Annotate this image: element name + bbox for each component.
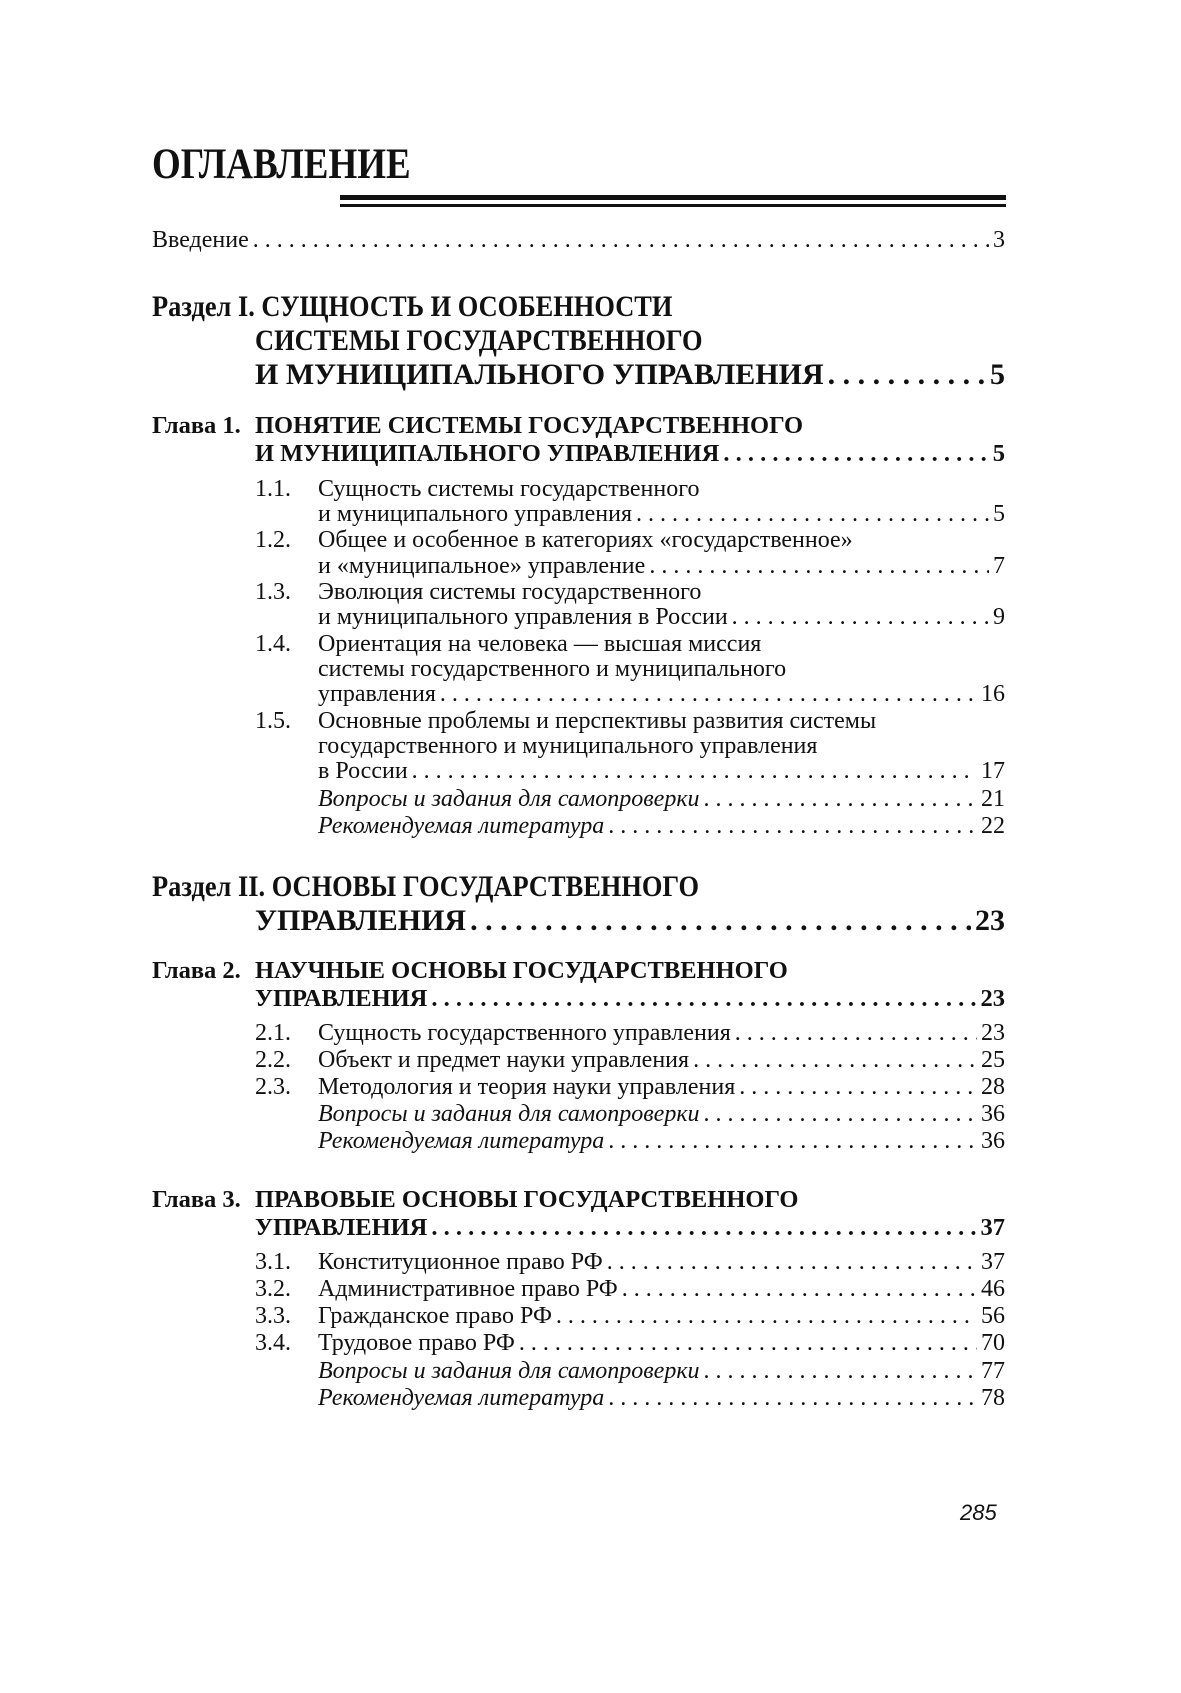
toc-entry-label: Вопросы и задания для самопроверки [318,1358,700,1384]
toc-entry-section1[interactable] [255,358,1005,392]
chapter1-title-line1[interactable]: ПОНЯТИЕ СИСТЕМЫ ГОСУДАРСТВЕННОГО [255,412,804,439]
item-number: 2.2. [255,1047,291,1073]
chapter3-prefix: Глава 3. [152,1186,241,1213]
leader-dots [704,1358,977,1385]
leader-dots [440,681,977,708]
item-title-line[interactable]: Сущность системы государственного [318,476,700,502]
toc-entry-chapter1[interactable] [255,440,1005,468]
toc-entry-ch1-questions[interactable] [318,786,1005,813]
toc-entry-label: Рекомендуемая литература [318,1128,605,1154]
toc-entry-label: и муниципального управления в России [318,604,728,630]
toc-entry-page: 36 [981,1128,1005,1154]
toc-entry-page: 16 [981,681,1005,707]
toc-entry-page: 37 [980,1214,1005,1241]
leader-dots [412,758,977,785]
leader-dots [693,1047,977,1074]
leader-dots [431,1214,976,1242]
toc-entry-label: Рекомендуемая литература [318,1385,605,1411]
leader-dots [519,1330,977,1357]
toc-entry-1-5[interactable] [318,758,1005,785]
toc-entry-label: в России [318,758,408,784]
toc-entry-label: Сущность государственного управления [318,1020,731,1046]
leader-dots [608,1385,977,1412]
item-title-line[interactable]: Общее и особенное в категориях «государственное» [318,527,853,553]
toc-entry-label: И МУНИЦИПАЛЬНОГО УПРАВЛЕНИЯ [255,358,824,391]
toc-entry-label: УПРАВЛЕНИЯ [255,904,467,937]
toc-entry-page: 28 [981,1074,1005,1100]
leader-dots [723,440,988,468]
section1-heading-line2: СИСТЕМЫ ГОСУДАРСТВЕННОГО [255,324,703,357]
leader-dots [607,1249,977,1276]
item-number: 1.3. [255,579,291,605]
toc-entry-ch1-literature[interactable] [318,813,1005,840]
toc-entry-label: Административное право РФ [318,1276,618,1302]
toc-entry-ch3-literature[interactable] [318,1385,1005,1412]
chapter1-prefix: Глава 1. [152,412,241,439]
leader-dots [431,985,976,1013]
item-number: 1.4. [255,631,291,657]
leader-dots [556,1303,977,1330]
item-number: 3.4. [255,1330,291,1356]
toc-entry-page: 22 [981,813,1005,839]
toc-entry-page: 23 [980,985,1005,1012]
toc-entry-1-3[interactable] [318,604,1005,631]
toc-entry-label: Конституционное право РФ [318,1249,603,1275]
toc-entry-page: 37 [981,1249,1005,1275]
toc-entry-label: Гражданское право РФ [318,1303,552,1329]
toc-entry-label: УПРАВЛЕНИЯ [255,985,428,1012]
leader-dots [739,1074,977,1101]
toc-entry-ch2-questions[interactable] [318,1101,1005,1128]
item-title-line[interactable]: Эволюция системы государственного [318,579,702,605]
toc-entry-label: и муниципального управления [318,501,632,527]
toc-entry-label: Объект и предмет науки управления [318,1047,690,1073]
toc-entry-page: 21 [981,786,1005,812]
toc-entry-section2[interactable] [255,904,1005,938]
item-title-line[interactable]: Ориентация на человека — высшая миссия [318,631,762,657]
toc-entry-label: Вопросы и задания для самопроверки [318,1101,700,1127]
toc-entry-page: 7 [993,553,1005,579]
item-number: 3.2. [255,1276,291,1302]
toc-entry-chapter3[interactable] [255,1214,1005,1242]
toc-entry-label: Введение [152,227,249,253]
leader-dots [828,358,986,392]
toc-entry-page: 5 [990,358,1005,391]
toc-entry-3-3[interactable] [318,1303,1005,1330]
item-number: 3.3. [255,1303,291,1329]
chapter2-title-line1[interactable]: НАУЧНЫЕ ОСНОВЫ ГОСУДАРСТВЕННОГО [255,957,788,984]
toc-entry-intro[interactable] [152,227,1005,254]
leader-dots [636,501,989,528]
toc-entry-page: 46 [981,1276,1005,1302]
leader-dots [622,1276,977,1303]
toc-entry-ch2-literature[interactable] [318,1128,1005,1155]
toc-entry-2-3[interactable] [318,1074,1005,1101]
toc-entry-page: 17 [981,758,1005,784]
toc-entry-3-1[interactable] [318,1249,1005,1276]
toc-entry-page: 3 [993,227,1005,253]
leader-dots [704,1101,977,1128]
toc-entry-page: 56 [981,1303,1005,1329]
item-number: 2.3. [255,1074,291,1100]
toc-entry-label: Вопросы и задания для самопроверки [318,786,700,812]
chapter2-prefix: Глава 2. [152,957,241,984]
toc-entry-page: 70 [981,1330,1005,1356]
toc-entry-label: управления [318,681,436,707]
toc-entry-2-1[interactable] [318,1020,1005,1047]
item-title-line: системы государственного и муниципального [318,656,787,682]
leader-dots [649,553,989,580]
item-number: 3.1. [255,1249,291,1275]
item-number: 2.1. [255,1020,291,1046]
leader-dots [704,786,977,813]
toc-entry-page: 36 [981,1101,1005,1127]
title-rule-thick [340,195,1006,200]
leader-dots [608,1128,977,1155]
toc-entry-label: Трудовое право РФ [318,1330,515,1356]
toc-entry-page: 23 [975,904,1005,937]
toc-entry-page: 25 [981,1047,1005,1073]
toc-entry-page: 78 [981,1385,1005,1411]
toc-entry-page: 5 [993,501,1005,527]
toc-entry-1-4[interactable] [318,681,1005,708]
toc-entry-page: 5 [992,440,1005,467]
leader-dots [735,1020,977,1047]
toc-entry-ch3-questions[interactable] [318,1358,1005,1385]
toc-entry-chapter2[interactable] [255,985,1005,1013]
leader-dots [253,227,989,254]
item-number: 1.1. [255,476,291,502]
toc-entry-page: 9 [993,604,1005,630]
item-title-line: государственного и муниципального управления [318,733,818,759]
toc-entry-2-2[interactable] [318,1047,1005,1074]
page-number: 285 [960,1500,997,1525]
section1-heading-line1[interactable]: Раздел I. СУЩНОСТЬ И ОСОБЕННОСТИ [152,290,673,323]
toc-entry-label: и «муниципальное» управление [318,553,646,579]
section2-heading-line1[interactable]: Раздел II. ОСНОВЫ ГОСУДАРСТВЕННОГО [152,870,700,903]
leader-dots [470,904,971,938]
toc-entry-label: И МУНИЦИПАЛЬНОГО УПРАВЛЕНИЯ [255,440,720,467]
chapter3-title-line1[interactable]: ПРАВОВЫЕ ОСНОВЫ ГОСУДАРСТВЕННОГО [255,1186,799,1213]
page-title: ОГЛАВЛЕНИЕ [152,141,411,188]
toc-entry-page: 77 [981,1358,1005,1384]
item-number: 1.2. [255,527,291,553]
toc-entry-label: Методология и теория науки управления [318,1074,736,1100]
toc-entry-1-1[interactable] [318,501,1005,528]
leader-dots [608,813,977,840]
toc-entry-1-2[interactable] [318,553,1005,580]
toc-entry-3-4[interactable] [318,1330,1005,1357]
leader-dots [732,604,989,631]
item-title-line[interactable]: Основные проблемы и перспективы развития системы [318,708,877,734]
toc-entry-label: Рекомендуемая литература [318,813,605,839]
toc-entry-label: УПРАВЛЕНИЯ [255,1214,428,1241]
toc-entry-page: 23 [981,1020,1005,1046]
toc-entry-3-2[interactable] [318,1276,1005,1303]
item-number: 1.5. [255,708,291,734]
title-rule-thin [340,204,1006,207]
